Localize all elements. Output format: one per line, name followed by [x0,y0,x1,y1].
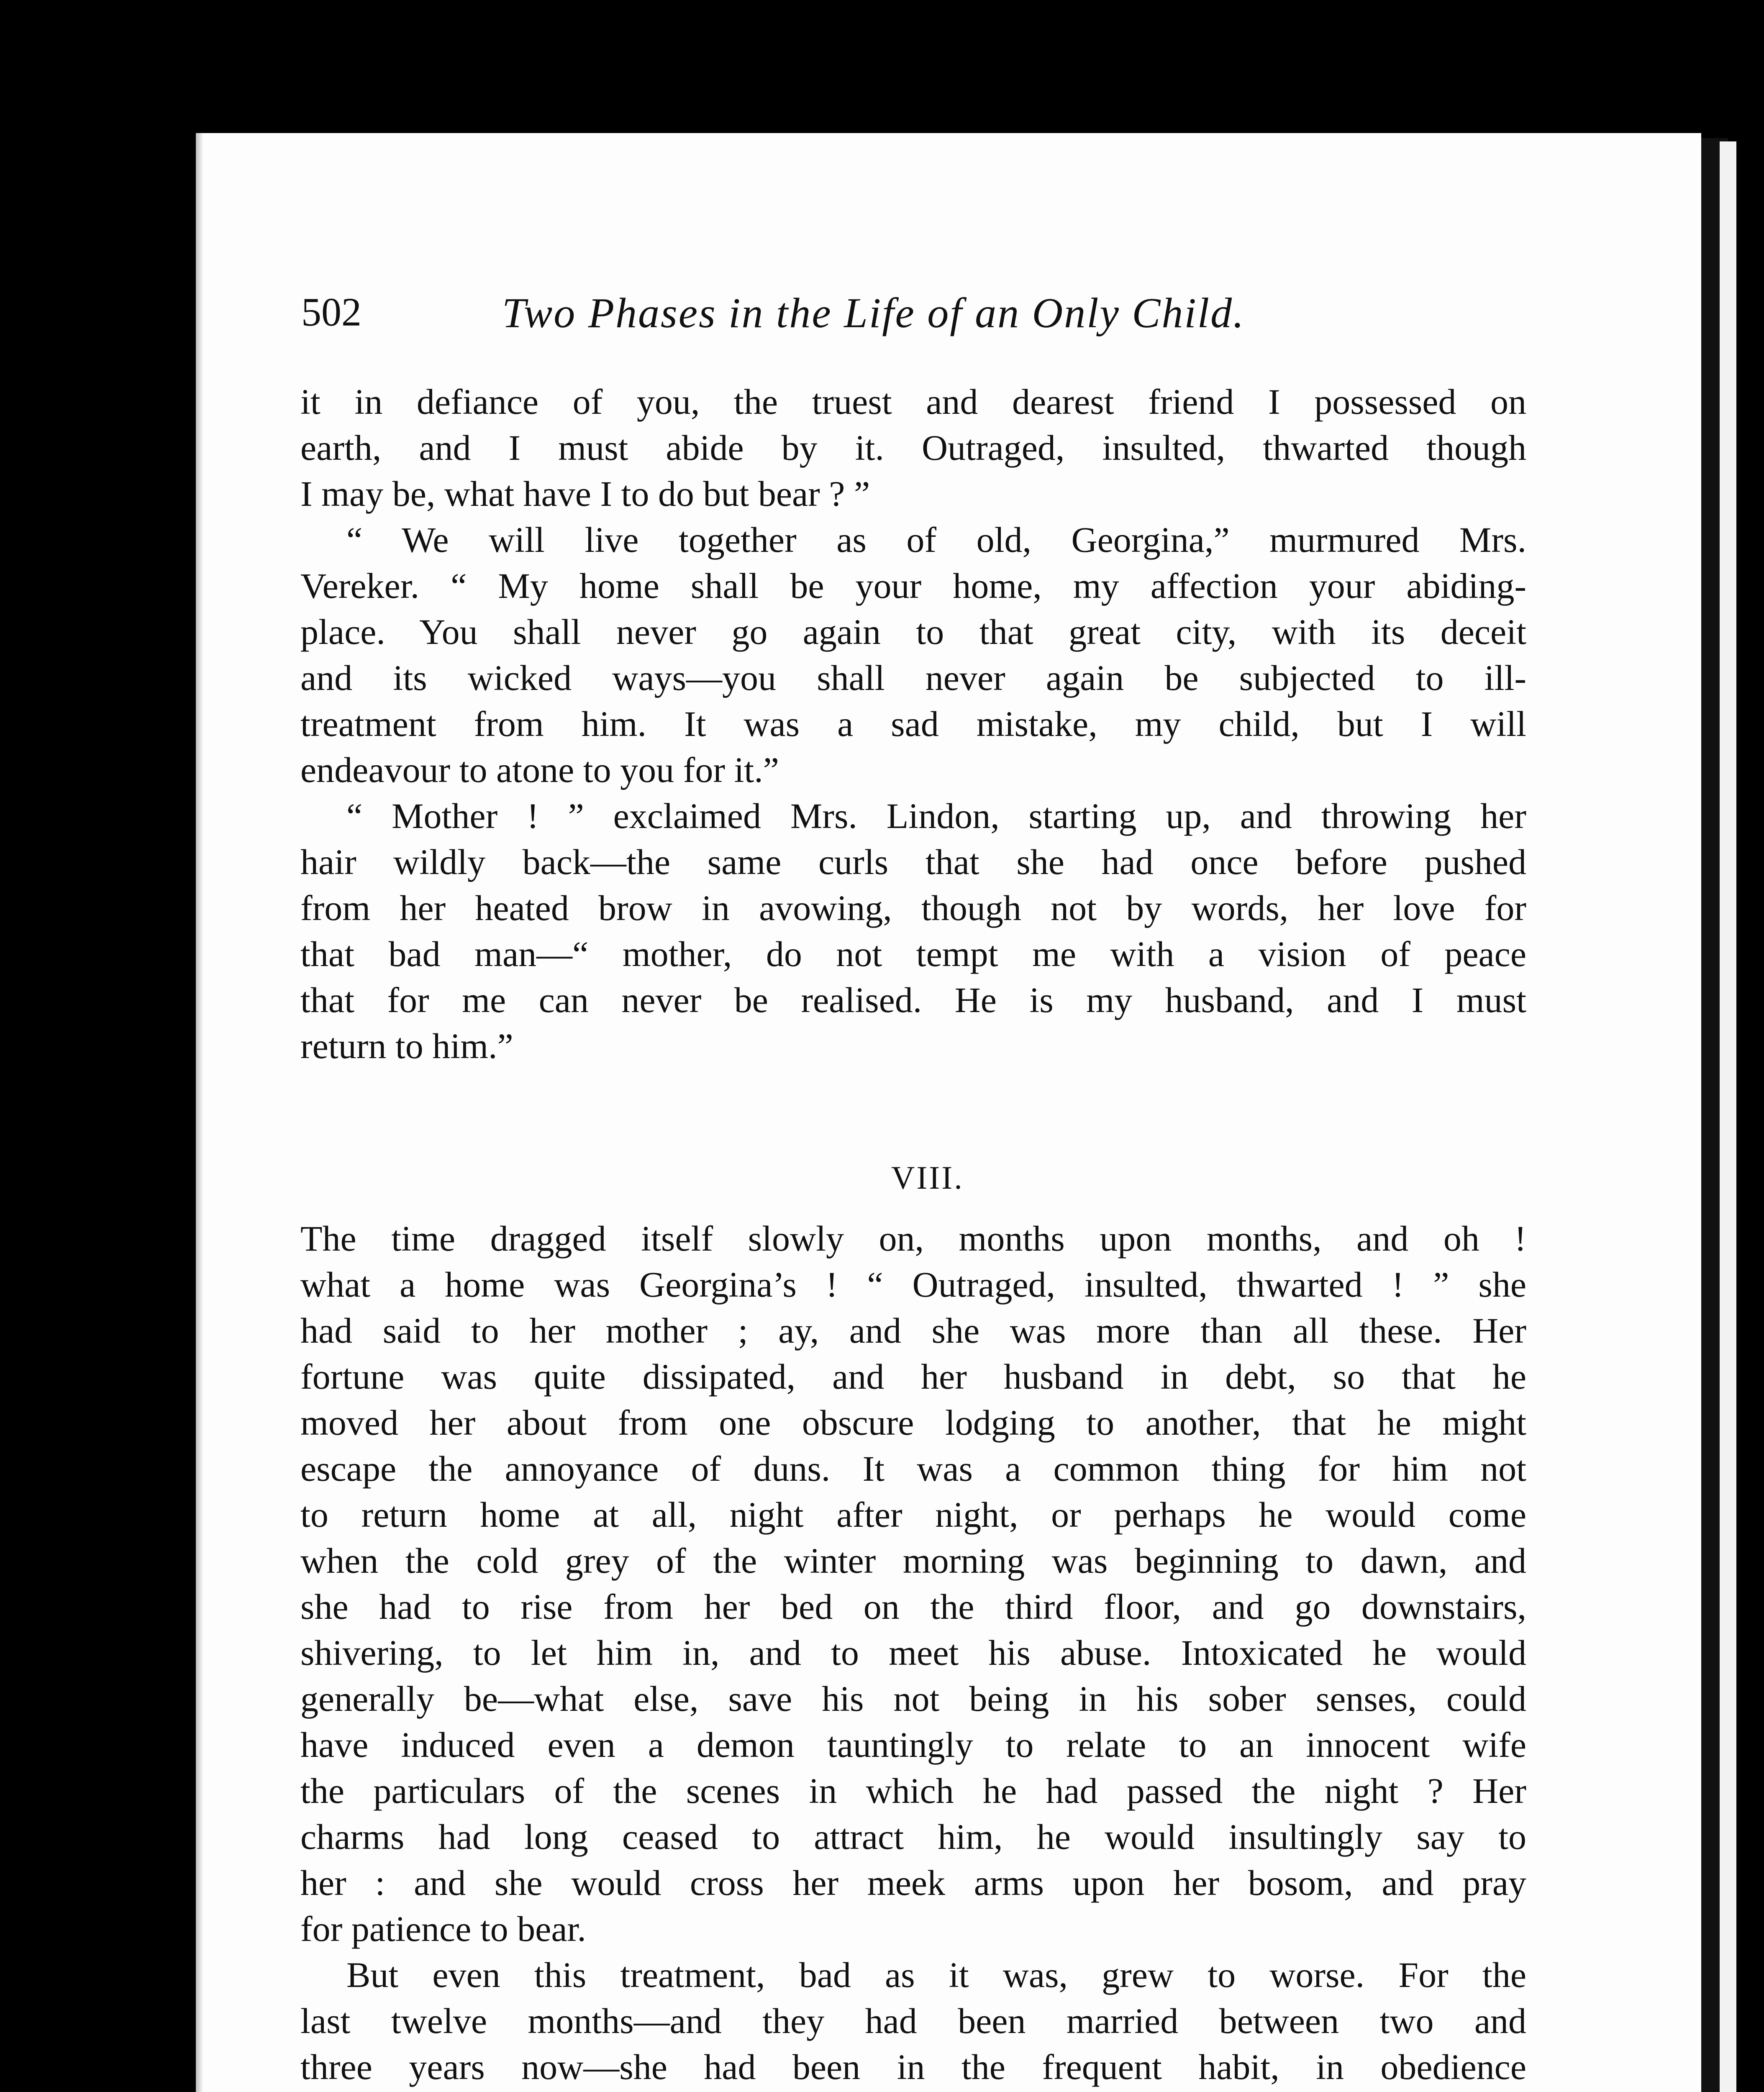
text-line: the particulars of the scenes in which he had passed the night ? Her [300,1771,1526,1811]
text-line: and its wicked ways—you shall never again be subjected to ill- [300,658,1526,698]
next-page-leaf [1720,141,1736,2092]
text-line: that bad man—“ mother, do not tempt me with a vision of peace [300,934,1526,974]
text-line: from her heated brow in avowing, though not by words, her love for [300,888,1526,928]
text-line: I may be, what have I to do but bear ? ” [300,474,870,514]
text-line [300,2090,1526,2092]
text-line: endeavour to atone to you for it.” [300,750,779,790]
body-text [300,379,1526,2092]
text-line: her : and she would cross her meek arms upon her bosom, and pray [300,1863,1526,1903]
text-line: moved her about from one obscure lodging to another, that he might [300,1402,1526,1443]
page-number: 502 [301,290,362,334]
text-line: return to him.” [300,1026,513,1066]
text-line: escape the annoyance of duns. It was a common thing for him not [300,1449,1526,1489]
text-line: when the cold grey of the winter morning was beginning to dawn, and [300,1541,1526,1581]
running-header [301,289,1531,347]
text-line: three years now—she had been in the frequent habit, in obedience [300,2047,1526,2087]
text-line: But even this treatment, bad as it was, grew to worse. For the [346,1955,1526,1995]
page-gutter-shadow [196,133,203,2092]
text-line: hair wildly back—the same curls that she had once before pushed [300,842,1526,882]
text-line: treatment from him. It was a sad mistake, my child, but I will [300,704,1526,744]
text-line: to return home at all, night after night, or perhaps he would come [300,1495,1526,1535]
text-line: what a home was Georgina’s ! “ Outraged, insulted, thwarted ! ” she [300,1264,1526,1305]
text-line: The time dragged itself slowly on, months upon months, and oh ! [300,1218,1526,1259]
section-heading: VIII. [891,1159,964,1196]
text-line: that for me can never be realised. He is my husband, and I must [300,980,1526,1020]
text-line: “ Mother ! ” exclaimed Mrs. Lindon, starting up, and throwing her [346,796,1526,836]
text-line: had said to her mother ; ay, and she was more than all these. Her [300,1310,1526,1351]
text-line: she had to rise from her bed on the third floor, and go downstairs, [300,1587,1526,1627]
text-line: have induced even a demon tauntingly to relate to an innocent wife [300,1725,1526,1765]
text-line: last twelve months—and they had been married between two and [300,2001,1526,2041]
running-title: Two Phases in the Life of an Only Child. [502,290,1245,337]
text-line: place. You shall never go again to that great city, with its deceit [300,612,1526,652]
text-line: for patience to bear. [300,1909,586,1949]
text-line: charms had long ceased to attract him, he would insultingly say to [300,1817,1526,1857]
text-line: earth, and I must abide by it. Outraged, insulted, thwarted though [300,428,1526,468]
text-line: generally be—what else, save his not being in his sober senses, could [300,1679,1526,1719]
text-line: fortune was quite dissipated, and her husband in debt, so that he [300,1356,1526,1397]
text-line: it in defiance of you, the truest and dearest friend I possessed on [300,382,1526,422]
text-line: shivering, to let him in, and to meet his abuse. Intoxicated he would [300,1633,1526,1673]
text-line: Vereker. “ My home shall be your home, my affection your abiding- [300,566,1526,606]
text-line: “ We will live together as of old, Georgina,” murmured Mrs. [346,520,1526,560]
